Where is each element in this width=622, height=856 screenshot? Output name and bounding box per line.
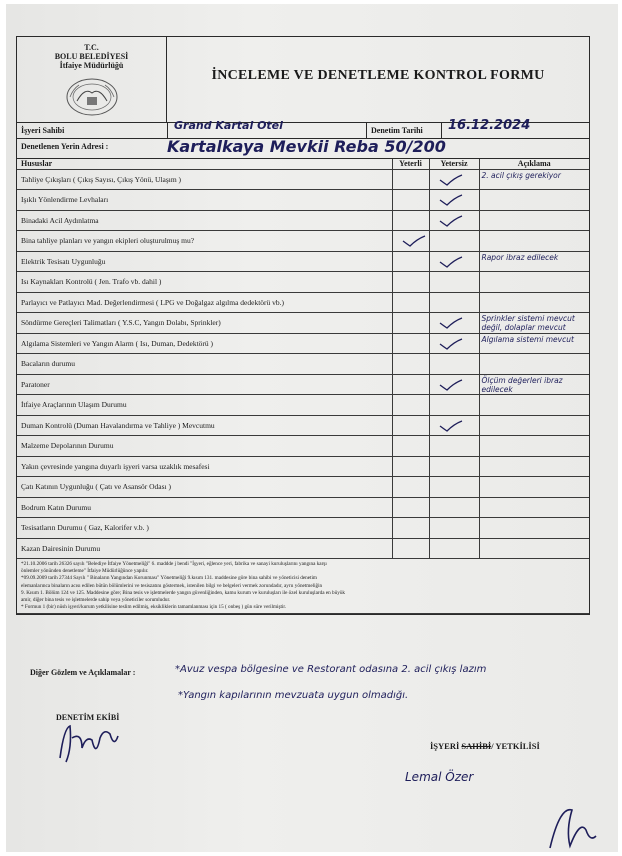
description-cell[interactable] bbox=[479, 333, 589, 354]
description-cell[interactable] bbox=[479, 354, 589, 375]
no-checkbox[interactable] bbox=[429, 292, 479, 313]
no-checkbox[interactable] bbox=[429, 538, 479, 559]
yes-checkbox[interactable] bbox=[392, 518, 429, 539]
table-row bbox=[17, 333, 589, 354]
item-name: Binadaki Acil Aydınlatma bbox=[17, 210, 392, 231]
no-checkbox[interactable] bbox=[429, 210, 479, 231]
table-row bbox=[17, 436, 589, 457]
check-mark-icon bbox=[401, 235, 427, 247]
date-label: Denetim Tarihi bbox=[371, 126, 423, 135]
item-name: Çatı Katının Uygunluğu ( Çatı ve Asansör Odası ) bbox=[17, 477, 392, 498]
yes-checkbox[interactable] bbox=[392, 395, 429, 416]
item-name: Isı Kaynakları Kontrolü ( Jen. Trafo vb. dahil ) bbox=[17, 272, 392, 293]
check-mark-icon bbox=[438, 317, 464, 329]
item-name: Tahliye Çıkışları ( Çıkış Sayısı, Çıkış Yönü, Ulaşım ) bbox=[17, 169, 392, 190]
owner-label: İşyeri Sahibi bbox=[21, 126, 65, 135]
yes-checkbox[interactable] bbox=[392, 477, 429, 498]
table-row bbox=[17, 456, 589, 477]
no-checkbox[interactable] bbox=[429, 395, 479, 416]
address-row bbox=[17, 139, 589, 159]
description-cell[interactable] bbox=[479, 374, 589, 395]
description-cell[interactable] bbox=[479, 538, 589, 559]
owner-signature bbox=[540, 800, 600, 852]
no-checkbox[interactable] bbox=[429, 354, 479, 375]
description-cell[interactable] bbox=[479, 210, 589, 231]
legal-note-line: *09.09.2009 tarih 27344 Sayılı " Binaların Yangından Korunması" Yönetmeliği 9.kısım 131. maddesine göre bina sahibi ve yöneticisi denetim bbox=[21, 575, 317, 582]
items-header-row bbox=[17, 159, 589, 169]
item-name: Duman Kontrolü (Duman Havalandırma ve Tahliye ) Mevcutmu bbox=[17, 415, 392, 436]
item-name: Paratoner bbox=[17, 374, 392, 395]
yes-checkbox[interactable] bbox=[392, 313, 429, 334]
owner-label-prefix: İŞYERİ bbox=[430, 741, 460, 751]
no-checkbox[interactable] bbox=[429, 497, 479, 518]
no-checkbox[interactable] bbox=[429, 374, 479, 395]
description-cell[interactable] bbox=[479, 231, 589, 252]
table-row bbox=[17, 190, 589, 211]
yes-checkbox[interactable] bbox=[392, 374, 429, 395]
description-cell[interactable] bbox=[479, 251, 589, 272]
observation-line-2: *Yangın kapılarının mevzuata uygun olmadığı. bbox=[178, 690, 409, 701]
no-checkbox[interactable] bbox=[429, 456, 479, 477]
owner-label-suffix: / YETKİLİSİ bbox=[491, 741, 540, 751]
inspection-team-label: DENETİM EKİBİ bbox=[56, 713, 120, 722]
table-row bbox=[17, 395, 589, 416]
legal-note-line: *21.10.2006 tarih 26326 sayılı "Belediye İtfaiye Yönetmeliği" 6. maddde j bendi "İşyeri, eğlence yeri, fabrika ve sanayi kuruluşlarını yangına karşı bbox=[21, 561, 327, 567]
description-text: Rapor ibraz edilecek bbox=[481, 252, 559, 262]
check-mark-icon bbox=[438, 174, 464, 186]
item-name: Bodrum Katın Durumu bbox=[17, 497, 392, 518]
yes-checkbox[interactable] bbox=[392, 190, 429, 211]
check-mark-icon bbox=[438, 256, 464, 268]
table-row bbox=[17, 354, 589, 375]
description-cell[interactable] bbox=[479, 436, 589, 457]
description-cell[interactable] bbox=[479, 497, 589, 518]
yes-checkbox[interactable] bbox=[392, 169, 429, 190]
table-row bbox=[17, 497, 589, 518]
no-checkbox[interactable] bbox=[429, 313, 479, 334]
department-name: İtfaiye Müdürlüğü bbox=[59, 61, 124, 70]
description-cell[interactable] bbox=[479, 456, 589, 477]
table-row bbox=[17, 477, 589, 498]
description-cell[interactable] bbox=[479, 272, 589, 293]
municipality-name: BOLU BELEDİYESİ bbox=[54, 52, 129, 61]
table-row bbox=[17, 374, 589, 395]
description-cell[interactable] bbox=[479, 477, 589, 498]
observation-line-1: *Avuz vespa bölgesine ve Restorant odasına 2. acil çıkış lazım bbox=[175, 664, 487, 675]
legal-notes bbox=[17, 559, 589, 614]
yes-checkbox[interactable] bbox=[392, 456, 429, 477]
date-value: 16.12.2024 bbox=[448, 118, 531, 133]
col-header-no: Yetersiz bbox=[429, 159, 479, 169]
legal-note-line: * Formun 1 (bir) nüsh işyeri/kurum yetkilisine teslim edilmiş, eksikliklerin tamamlanması için 15 ( onbeş ) gün süre verilmiştir. bbox=[21, 604, 287, 611]
table-row bbox=[17, 415, 589, 436]
yes-checkbox[interactable] bbox=[392, 333, 429, 354]
description-cell[interactable] bbox=[479, 292, 589, 313]
description-cell[interactable] bbox=[479, 190, 589, 211]
description-cell[interactable] bbox=[479, 169, 589, 190]
legal-note-line: elemanlarınca binaların acısı edilen bütün bölümlerini ve tesiszatını göstermek, istenilen bilgi ve belgeleri vermek zorundadır, ayrıı yönetmeliğin bbox=[21, 582, 323, 589]
municipality-emblem-icon bbox=[65, 77, 119, 117]
table-row bbox=[17, 292, 589, 313]
item-name: Bina tahliye planları ve yangın ekipleri oluşturulmuş mu? bbox=[17, 231, 392, 252]
no-checkbox[interactable] bbox=[429, 272, 479, 293]
items-table bbox=[17, 159, 589, 559]
yes-checkbox[interactable] bbox=[392, 436, 429, 457]
no-checkbox[interactable] bbox=[429, 190, 479, 211]
item-name: Söndürme Gereçleri Talimatları ( Y.S.C, Yangın Dolabı, Sprinkler) bbox=[17, 313, 392, 334]
description-cell[interactable] bbox=[479, 518, 589, 539]
table-row bbox=[17, 251, 589, 272]
description-text: 2. acil çıkış gerekiyor bbox=[481, 170, 561, 180]
no-checkbox[interactable] bbox=[429, 477, 479, 498]
logo-box bbox=[17, 37, 167, 122]
no-checkbox[interactable] bbox=[429, 251, 479, 272]
yes-checkbox[interactable] bbox=[392, 272, 429, 293]
item-name: Yakın çevresinde yangına duyarlı işyeri varsa uzaklık mesafesi bbox=[17, 456, 392, 477]
check-mark-icon bbox=[438, 215, 464, 227]
check-mark-icon bbox=[438, 338, 464, 350]
item-name: Algılama Sistemleri ve Yangın Alarm ( Isı, Duman, Dedektörü ) bbox=[17, 333, 392, 354]
item-name: Kazan Dairesinin Durumu bbox=[17, 538, 392, 559]
check-mark-icon bbox=[438, 194, 464, 206]
item-name: İtfaiye Araçlarının Ulaşım Durumu bbox=[17, 395, 392, 416]
yes-checkbox[interactable] bbox=[392, 538, 429, 559]
col-header-desc: Açıklama bbox=[479, 159, 589, 169]
yes-checkbox[interactable] bbox=[392, 292, 429, 313]
item-name: Parlayıcı ve Patlayıcı Mad. Değerlendirmesi ( LPG ve Doğalgaz algılma dedektörü vb.) bbox=[17, 292, 392, 313]
table-row bbox=[17, 313, 589, 334]
date-field[interactable] bbox=[441, 118, 589, 138]
item-name: Tesisatların Durumu ( Gaz, Kalorifer v.b. ) bbox=[17, 518, 392, 539]
owner-label-struck: SAHİBİ bbox=[461, 741, 492, 751]
yes-checkbox[interactable] bbox=[392, 210, 429, 231]
description-text: Sprinkler sistemi mevcut değil, dolaplar mevcut bbox=[481, 314, 575, 332]
no-checkbox[interactable] bbox=[429, 436, 479, 457]
col-header-yes: Yeterli bbox=[392, 159, 429, 169]
no-checkbox[interactable] bbox=[429, 415, 479, 436]
description-text: Algılama sistemi mevcut bbox=[481, 334, 574, 344]
item-name: Işıklı Yönlendirme Levhaları bbox=[17, 190, 392, 211]
owner-name: Lemal Özer bbox=[405, 770, 474, 784]
inspector-signature bbox=[52, 718, 132, 768]
address-label: Denetlenen Yerin Adresi : bbox=[21, 142, 109, 151]
no-checkbox[interactable] bbox=[429, 169, 479, 190]
description-text: Ölçüm değerleri ibraz edilecek bbox=[481, 375, 563, 394]
table-row bbox=[17, 518, 589, 539]
form-header bbox=[17, 37, 589, 123]
check-mark-icon bbox=[438, 379, 464, 391]
legal-note-line: önlemler yönünden denetleme" İtfaiye Müdürlüğünce yapılır. bbox=[21, 568, 149, 575]
observations-label: Diğer Gözlem ve Açıklamalar : bbox=[30, 668, 136, 677]
check-mark-icon bbox=[438, 420, 464, 432]
yes-checkbox[interactable] bbox=[392, 497, 429, 518]
tc-label: T.C. bbox=[84, 43, 99, 52]
item-name: Bacaların durumu bbox=[17, 354, 392, 375]
owner-signature-label bbox=[430, 741, 540, 751]
yes-checkbox[interactable] bbox=[392, 231, 429, 252]
inspection-form bbox=[16, 36, 590, 615]
item-name: Malzeme Depolarının Durumu bbox=[17, 436, 392, 457]
yes-checkbox[interactable] bbox=[392, 251, 429, 272]
address-value: Kartalkaya Mevkii Reba 50/200 bbox=[167, 137, 446, 156]
table-row bbox=[17, 538, 589, 559]
description-cell[interactable] bbox=[479, 313, 589, 334]
table-row bbox=[17, 231, 589, 252]
description-cell[interactable] bbox=[479, 415, 589, 436]
description-cell[interactable] bbox=[479, 395, 589, 416]
owner-value: Grand Kartal Otel bbox=[174, 119, 283, 132]
form-title: İNCELEME VE DENETLEME KONTROL FORMU bbox=[211, 67, 545, 83]
yes-checkbox[interactable] bbox=[392, 415, 429, 436]
legal-note-line: amir, diğer bina tesis ve işletmelerde sahip veya yöneticiler sorumludur. bbox=[21, 597, 171, 604]
table-row bbox=[17, 169, 589, 190]
table-row bbox=[17, 272, 589, 293]
yes-checkbox[interactable] bbox=[392, 354, 429, 375]
item-name: Elektrik Tesisatı Uygunluğu bbox=[17, 251, 392, 272]
owner-field[interactable] bbox=[167, 119, 367, 138]
col-header-item: Hususlar bbox=[17, 159, 392, 169]
no-checkbox[interactable] bbox=[429, 231, 479, 252]
table-row bbox=[17, 210, 589, 231]
no-checkbox[interactable] bbox=[429, 333, 479, 354]
legal-note-line: 9. Kısım 1. Bölüm 124 ve 125. Maddesine göre; Bina tesis ve işletmelerde yangın güvenliğinden, kamu kurum ve kuruluşları ile özel kuruluşlarda en büyük bbox=[21, 589, 346, 596]
no-checkbox[interactable] bbox=[429, 518, 479, 539]
